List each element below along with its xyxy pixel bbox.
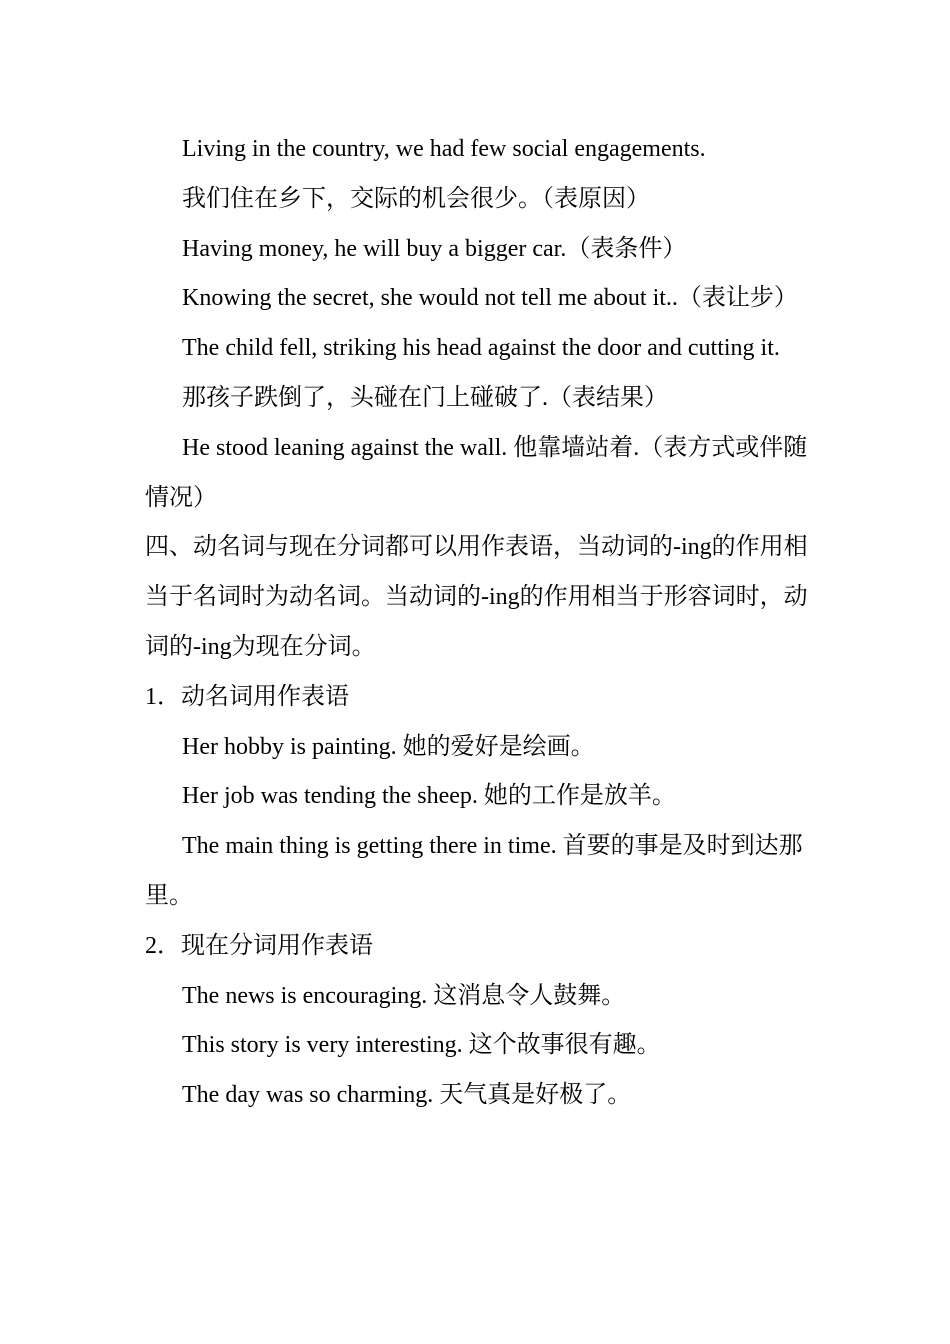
example-sentence: Her hobby is painting. 她的爱好是绘画。 <box>182 733 595 760</box>
example-translation: 我们住在乡下，交际的机会很少。（表原因） <box>182 185 650 212</box>
example-sentence: Living in the country, we had few social engagements. <box>182 136 706 162</box>
section-heading: 四、动名词与现在分词都可以用作表语，当动词的-ing的作用相当于名词时为动名词。当动词的-ing的作用相当于形容词时，动词的-ing为现在分词。 <box>145 534 808 660</box>
example-sentence: This story is very interesting. 这个故事很有趣。 <box>182 1032 661 1059</box>
example-sentence: The day was so charming. 天气真是好极了。 <box>182 1082 632 1109</box>
document-page <box>145 125 815 1121</box>
example-sentence: Having money, he will buy a bigger car.（表条件） <box>182 235 687 262</box>
example-sentence: The news is encouraging. 这消息令人鼓舞。 <box>182 982 626 1009</box>
subsection-heading: 2．现在分词用作表语 <box>145 932 373 959</box>
example-sentence: Knowing the secret, she would not tell me about it..（表让步） <box>182 285 798 312</box>
example-sentence: He stood leaning against the wall. 他靠墙站着.（表方式或伴随情况） <box>145 434 808 511</box>
example-translation: 那孩子跌倒了，头碰在门上碰破了.（表结果） <box>182 384 668 411</box>
subsection-heading: 1．动名词用作表语 <box>145 683 349 710</box>
example-sentence: The main thing is getting there in time. 首要的事是及时到达那里。 <box>145 833 803 909</box>
example-sentence: Her job was tending the sheep. 她的工作是放羊。 <box>182 783 676 810</box>
example-sentence: The child fell, striking his head against the door and cutting it. <box>182 335 780 362</box>
